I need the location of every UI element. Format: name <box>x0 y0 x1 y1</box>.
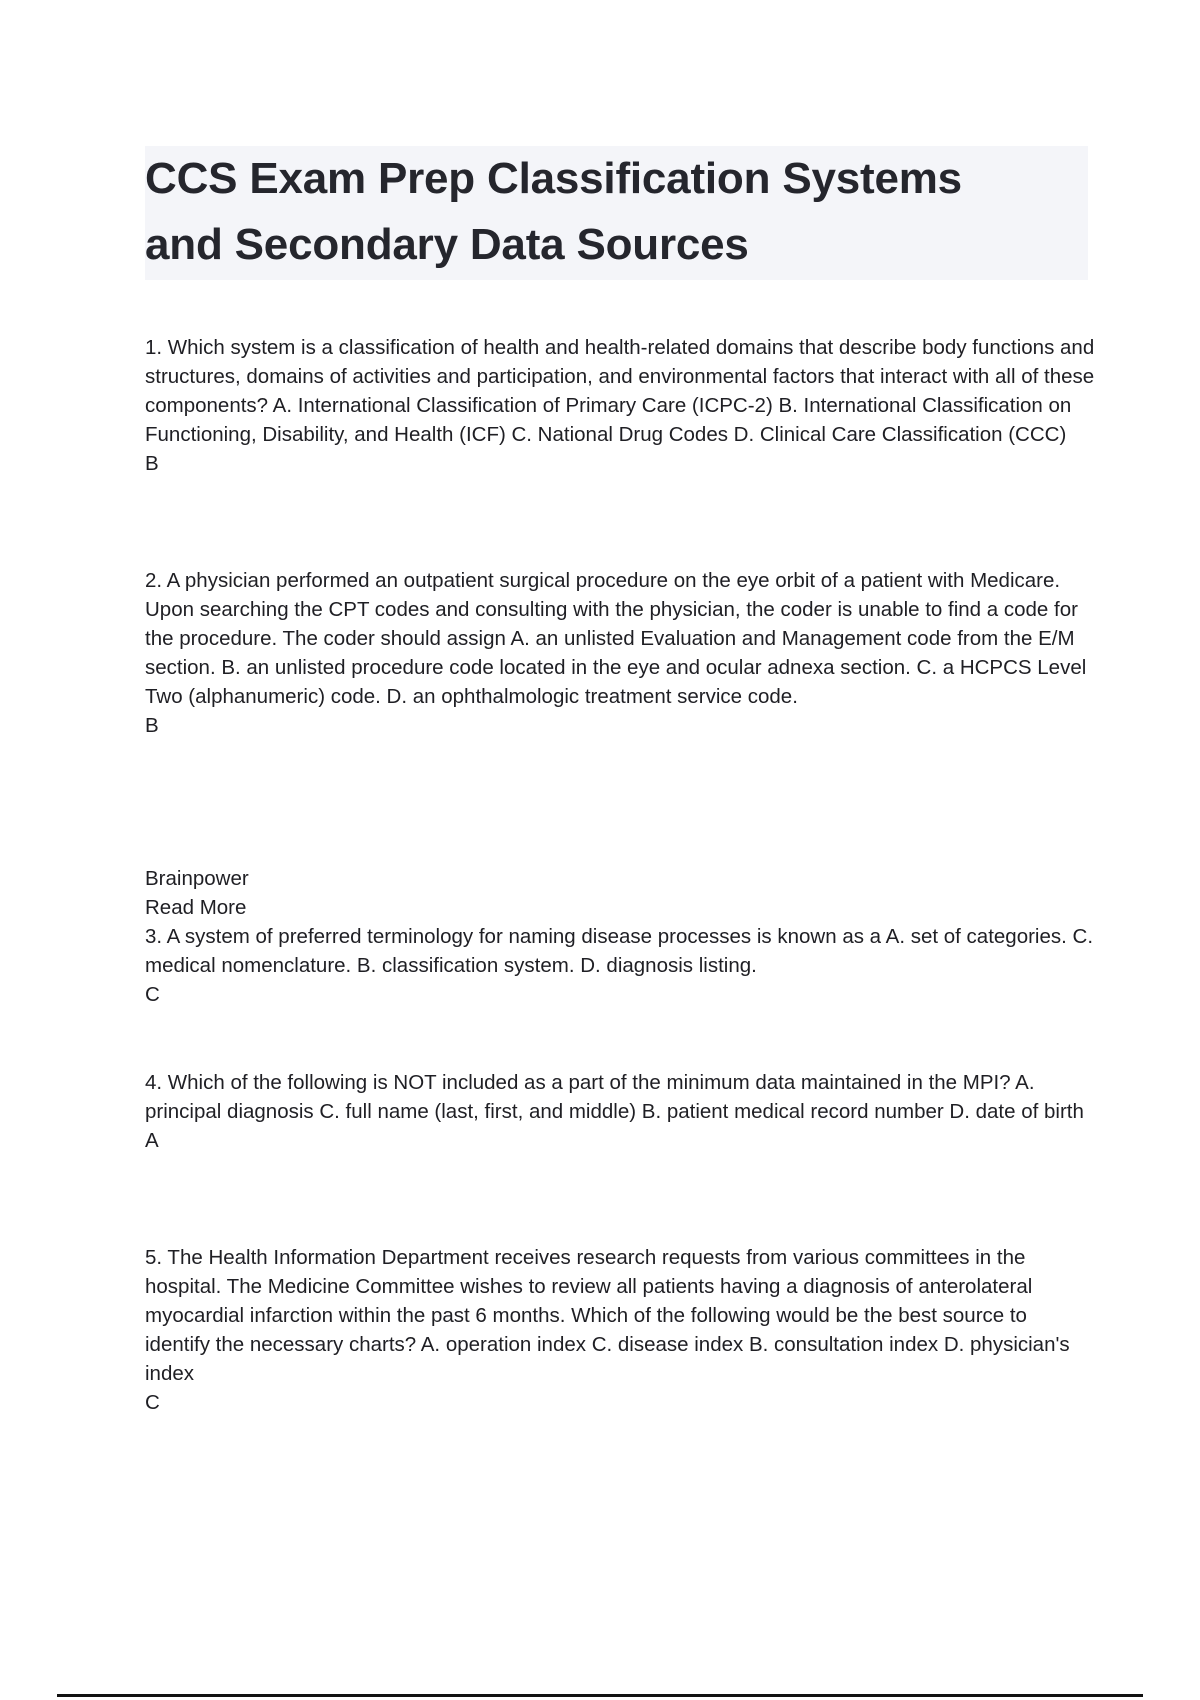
question-text: 1. Which system is a classification of health and health-related domains that describe body functions and structures, domains of activities and participation, and environmental factors that interact with all of these components? A. International Classification of Primary Care (ICPC-2) B. International Classification on Functioning, Disability, and Health (ICF) C. National Drug Codes D. Clinical Care Classification (CCC) <box>145 336 1095 446</box>
question-3 <box>145 922 1095 1009</box>
question-text: 3. A system of preferred terminology for naming disease processes is known as a A. set of categories. C. medical nomenclature. B. classification system. D. diagnosis listing. <box>145 925 1094 977</box>
question-text: 2. A physician performed an outpatient surgical procedure on the eye orbit of a patient with Medicare. Upon searching the CPT codes and consulting with the physician, the coder is unable to find a code for the procedure. The coder should assign A. an unlisted Evaluation and Management code from the E/M section. B. an unlisted procedure code located in the eye and ocular adnexa section. C. a HCPCS Level Two (alphanumeric) code. D. an ophthalmologic treatment service code. <box>145 569 1087 708</box>
footer-divider <box>57 1694 1143 1697</box>
answer: A <box>145 1129 159 1152</box>
question-1 <box>145 333 1095 478</box>
question-5 <box>145 1243 1095 1417</box>
question-text: 5. The Health Information Department receives research requests from various committees in the hospital. The Medicine Committee wishes to review all patients having a diagnosis of anterolateral myocardial infarction within the past 6 months. Which of the following would be the best source to identify the necessary charts? A. operation index C. disease index B. consultation index D. physician's index <box>145 1246 1070 1385</box>
promo-block <box>145 864 249 922</box>
title-block <box>145 146 1088 280</box>
title-line-2: and Secondary Data Sources <box>145 220 749 269</box>
answer: B <box>145 452 159 475</box>
question-2 <box>145 566 1095 740</box>
read-more-link[interactable]: Read More <box>145 896 247 919</box>
page-title <box>145 146 1088 278</box>
answer: C <box>145 1391 160 1414</box>
question-text: 4. Which of the following is NOT included as a part of the minimum data maintained in the MPI? A. principal diagnosis C. full name (last, first, and middle) B. patient medical record number D. date of birth <box>145 1071 1084 1123</box>
answer: B <box>145 714 159 737</box>
answer: C <box>145 983 160 1006</box>
title-line-1: CCS Exam Prep Classification Systems <box>145 154 962 203</box>
promo-brand: Brainpower <box>145 867 249 890</box>
question-4 <box>145 1068 1095 1155</box>
